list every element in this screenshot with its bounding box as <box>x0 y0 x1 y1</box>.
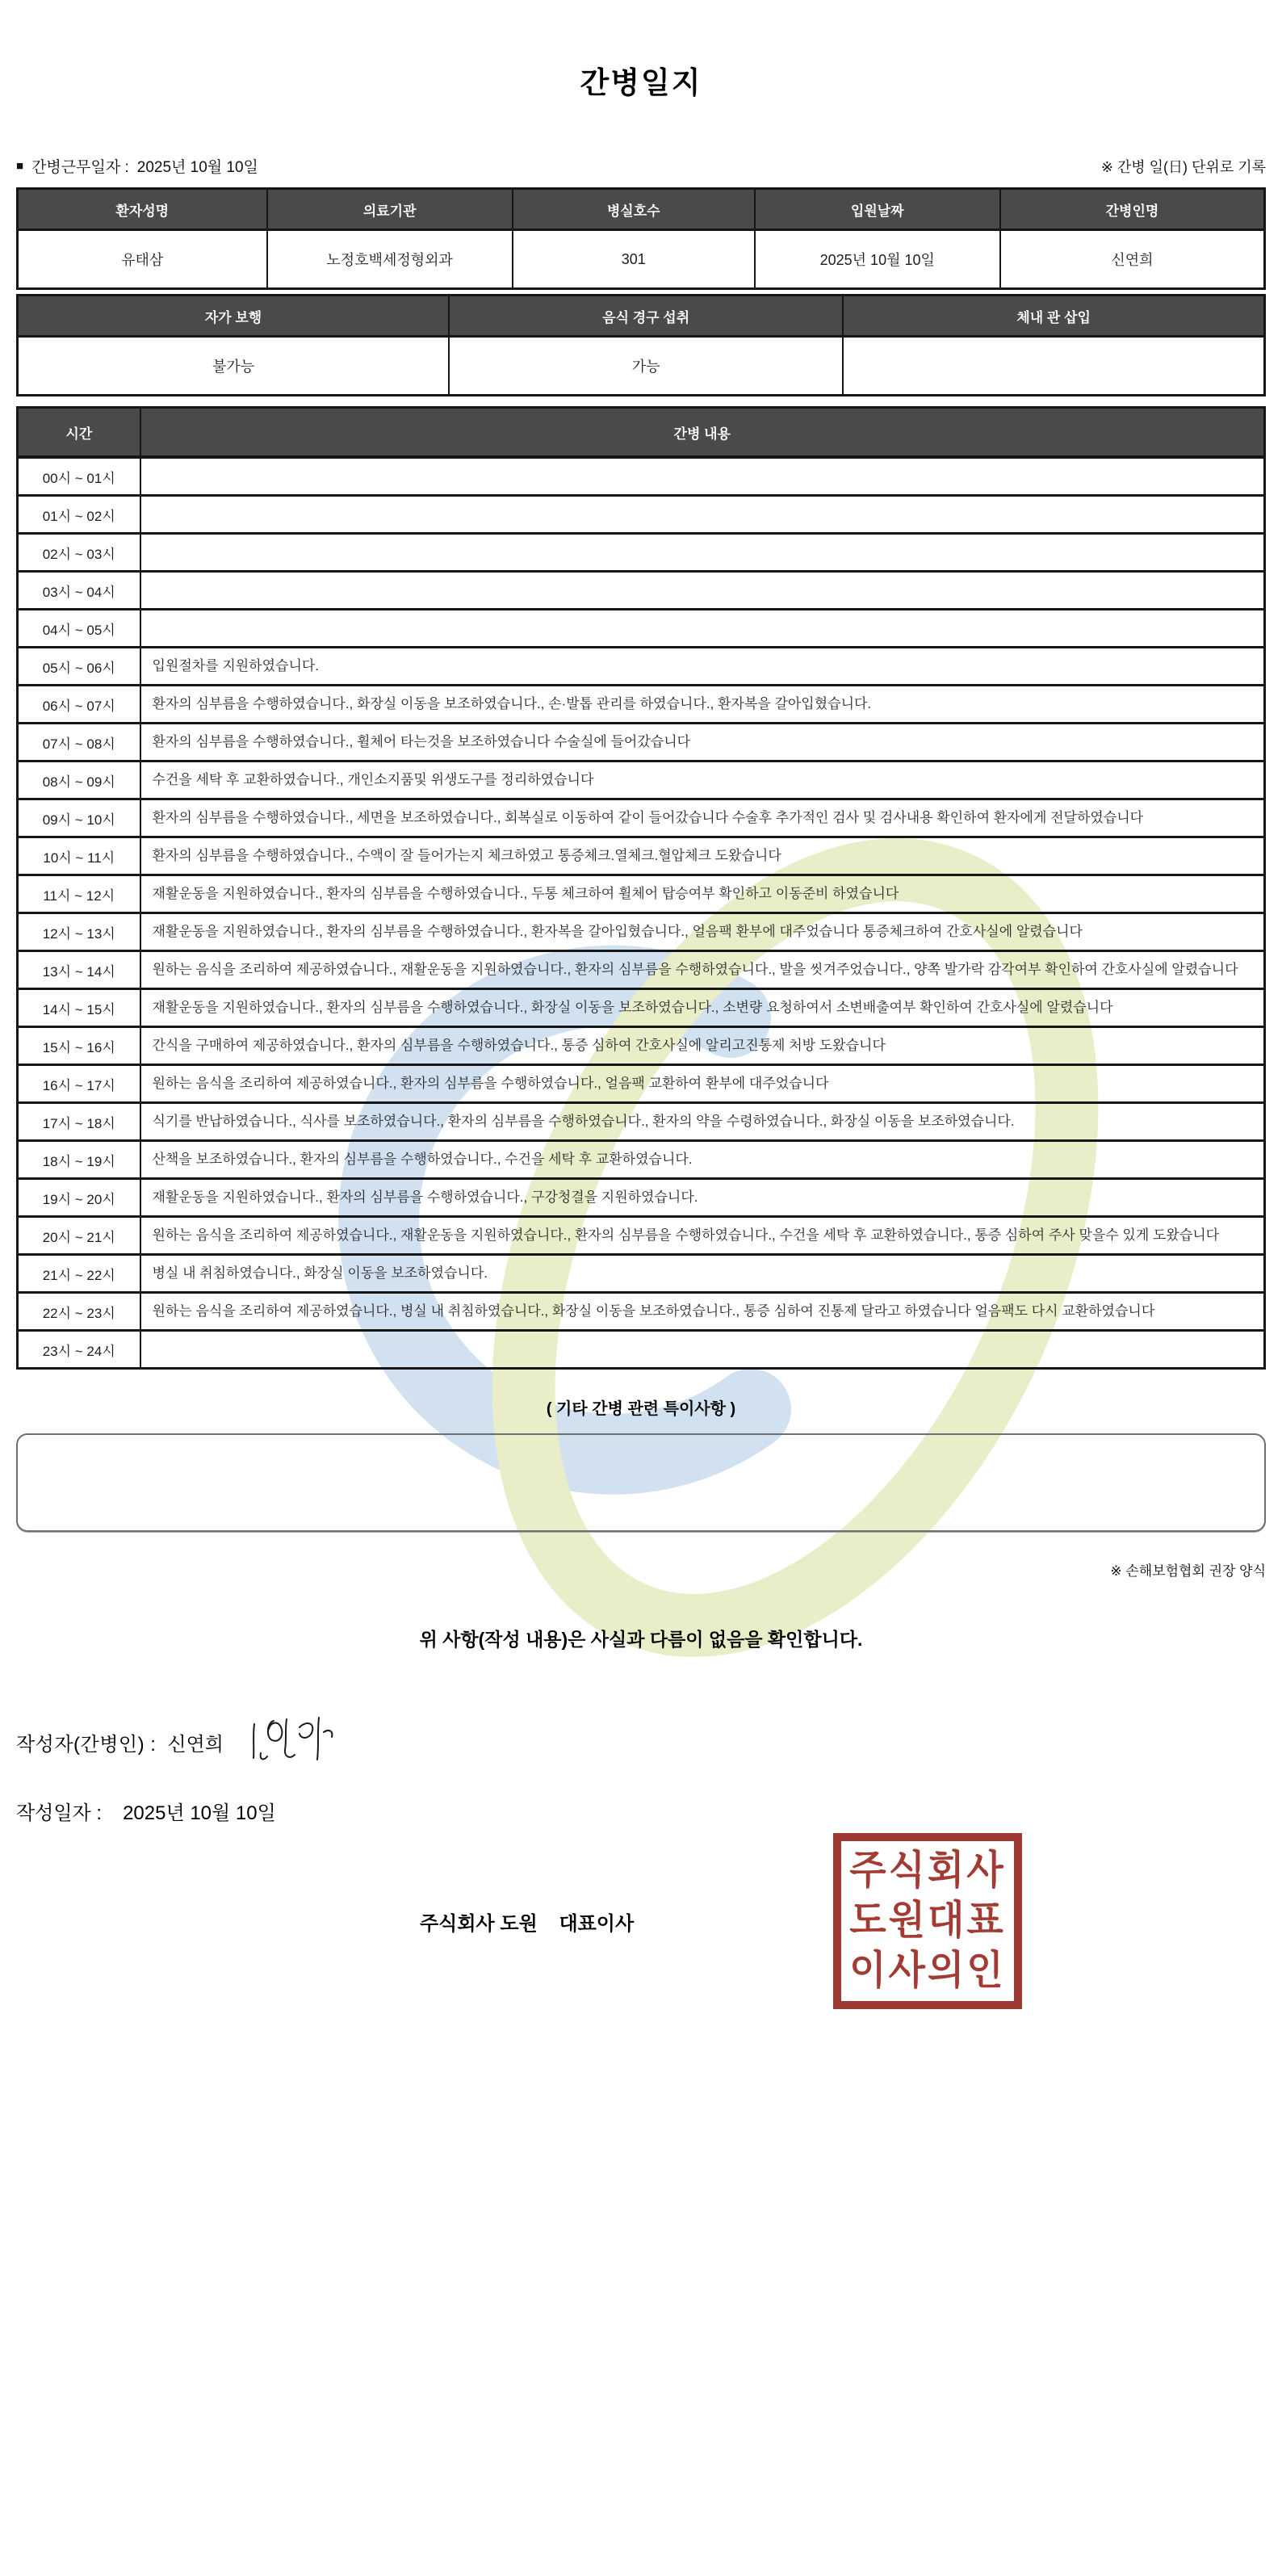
content-cell: 수건을 세탁 후 교환하였습니다., 개인소지품및 위생도구를 정리하였습니다 <box>140 761 1265 799</box>
content-cell: 재활운동을 지원하였습니다., 환자의 심부름을 수행하였습니다., 화장실 이동을 보조하였습니다., 소변량 요청하여서 소변배출여부 확인하여 간호사실에 알렸습니다 <box>140 989 1265 1027</box>
log-row <box>18 1065 1265 1103</box>
header-self-walking: 자가 보행 <box>18 296 450 337</box>
log-row <box>18 951 1265 989</box>
time-cell: 12시 ~ 13시 <box>18 913 140 951</box>
work-date-value: 2025년 10월 10일 <box>136 159 258 176</box>
date-line <box>16 1797 1266 1825</box>
content-cell: 환자의 심부름을 수행하였습니다., 수액이 잘 들어가는지 체크하였고 통증체크.열체크.혈압체크 도왔습니다 <box>140 837 1265 875</box>
content-cell: 환자의 심부름을 수행하였습니다., 휠체어 타는것을 보조하였습니다 수술실에 들어갔습니다 <box>140 724 1265 761</box>
content-cell: 재활운동을 지원하였습니다., 환자의 심부름을 수행하였습니다., 구강청결을 지원하였습니다. <box>140 1179 1265 1217</box>
content-cell <box>140 572 1265 610</box>
log-row <box>18 1293 1265 1331</box>
log-row <box>18 913 1265 951</box>
log-row <box>18 534 1265 572</box>
log-row <box>18 496 1265 534</box>
time-cell: 09시 ~ 10시 <box>18 799 140 837</box>
unit-note: ※ 간병 일(日) 단위로 기록 <box>1100 159 1266 175</box>
stamp-line: 주식회사 <box>849 1848 1006 1894</box>
notes-heading: ( 기타 간병 관련 특이사항 ) <box>546 1400 736 1418</box>
header-internal-tube: 체내 관 삽입 <box>843 296 1264 337</box>
log-row <box>18 799 1265 837</box>
log-row <box>18 837 1265 875</box>
writer-line <box>16 1719 1266 1764</box>
time-cell: 06시 ~ 07시 <box>18 686 140 724</box>
content-cell: 환자의 심부름을 수행하였습니다., 화장실 이동을 보조하였습니다., 손·발톱 관리를 하였습니다., 환자복을 갈아입혔습니다. <box>140 686 1265 724</box>
value-internal-tube <box>843 337 1264 396</box>
content-cell <box>140 1331 1265 1369</box>
time-cell: 11시 ~ 12시 <box>18 875 140 913</box>
content-cell: 원하는 음식을 조리하여 제공하였습니다., 병실 내 취침하였습니다., 화장실 이동을 보조하였습니다., 통증 심하여 진통제 달라고 하였습니다 얼음팩도 다시 교환하였습니다 <box>140 1293 1265 1331</box>
patient-info-header-row <box>18 189 1265 230</box>
log-row <box>18 572 1265 610</box>
header-care-content: 간병 내용 <box>140 408 1265 458</box>
time-cell: 16시 ~ 17시 <box>18 1065 140 1103</box>
time-cell: 14시 ~ 15시 <box>18 989 140 1027</box>
header-time: 시간 <box>18 408 140 458</box>
header-patient-name: 환자성명 <box>18 189 267 230</box>
header-room-number: 병실호수 <box>513 189 755 230</box>
content-cell: 산책을 보조하였습니다., 환자의 심부름을 수행하였습니다., 수건을 세탁 후 교환하였습니다. <box>140 1141 1265 1179</box>
care-log-table <box>16 406 1266 1370</box>
notes-input-box[interactable] <box>16 1433 1266 1532</box>
date-label: 작성일자 : <box>16 1802 103 1824</box>
content-cell: 재활운동을 지원하였습니다., 환자의 심부름을 수행하였습니다., 두통 체크하여 휠체어 탑승여부 확인하고 이동준비 하였습니다 <box>140 875 1265 913</box>
status-header-row <box>18 296 1265 337</box>
form-note: ※ 손해보험협회 권장 양식 <box>1110 1563 1266 1579</box>
log-row <box>18 1255 1265 1293</box>
time-cell: 07시 ~ 08시 <box>18 724 140 761</box>
stamp-line: 이사의인 <box>849 1949 1006 1994</box>
patient-info-value-row <box>18 230 1265 289</box>
patient-status-table <box>16 294 1266 396</box>
date-value: 2025년 10월 10일 <box>123 1802 276 1824</box>
log-row <box>18 686 1265 724</box>
header-admission-date: 입원날짜 <box>755 189 1000 230</box>
time-cell: 17시 ~ 18시 <box>18 1103 140 1141</box>
log-row <box>18 724 1265 761</box>
company-line: 주식회사 도원 대표이사 <box>420 1913 635 1935</box>
log-row <box>18 875 1265 913</box>
time-cell: 10시 ~ 11시 <box>18 837 140 875</box>
value-oral-intake: 가능 <box>449 337 843 396</box>
content-cell: 간식을 구매하여 제공하였습니다., 환자의 심부름을 수행하였습니다., 통증 심하여 간호사실에 알리고진통제 처방 도왔습니다 <box>140 1027 1265 1065</box>
value-self-walking: 불가능 <box>18 337 450 396</box>
log-row <box>18 1179 1265 1217</box>
log-row <box>18 1103 1265 1141</box>
patient-info-table <box>16 187 1266 290</box>
log-header-row <box>18 408 1265 458</box>
time-cell: 05시 ~ 06시 <box>18 648 140 686</box>
content-cell: 병실 내 취침하였습니다., 화장실 이동을 보조하였습니다. <box>140 1255 1265 1293</box>
stamp-line: 도원대표 <box>849 1898 1006 1944</box>
time-cell: 02시 ~ 03시 <box>18 534 140 572</box>
value-caregiver-name: 신연희 <box>1000 230 1265 289</box>
time-cell: 04시 ~ 05시 <box>18 610 140 648</box>
confirmation-statement: 위 사항(작성 내용)은 사실과 다름이 없음을 확인합니다. <box>419 1629 863 1650</box>
value-medical-institution: 노정호백세정형외과 <box>267 230 513 289</box>
content-cell: 입원절차를 지원하였습니다. <box>140 648 1265 686</box>
log-row <box>18 1141 1265 1179</box>
value-room-number: 301 <box>513 230 755 289</box>
time-cell: 20시 ~ 21시 <box>18 1217 140 1255</box>
content-cell <box>140 457 1265 496</box>
value-patient-name: 유태삼 <box>18 230 267 289</box>
value-admission-date: 2025년 10월 10일 <box>755 230 1000 289</box>
time-cell: 08시 ~ 09시 <box>18 761 140 799</box>
handwritten-signature <box>249 1713 338 1764</box>
time-cell: 03시 ~ 04시 <box>18 572 140 610</box>
content-cell: 식기를 반납하였습니다., 식사를 보조하였습니다., 환자의 심부름을 수행하였습니다., 환자의 약을 수령하였습니다., 화장실 이동을 보조하였습니다. <box>140 1103 1265 1141</box>
header-caregiver-name: 간병인명 <box>1000 189 1265 230</box>
content-cell <box>140 610 1265 648</box>
content-cell: 원하는 음식을 조리하여 제공하였습니다., 재활운동을 지원하였습니다., 환자의 심부름을 수행하였습니다., 발을 씻겨주었습니다., 양쪽 발가락 감각여부 확인하여 간호사실에 알렸습니다 <box>140 951 1265 989</box>
meta-row <box>16 155 1266 177</box>
content-cell: 원하는 음식을 조리하여 제공하였습니다., 재활운동을 지원하였습니다., 환자의 심부름을 수행하였습니다., 수건을 세탁 후 교환하였습니다., 통증 심하여 주사 맞을수 있게 도왔습니다 <box>140 1217 1265 1255</box>
content-cell: 원하는 음식을 조리하여 제공하였습니다., 환자의 심부름을 수행하였습니다., 얼음팩 교환하여 환부에 대주었습니다 <box>140 1065 1265 1103</box>
content-cell: 환자의 심부름을 수행하였습니다., 세면을 보조하였습니다., 회복실로 이동하여 같이 들어갔습니다 수술후 추가적인 검사 및 검사내용 확인하여 환자에게 전달하였습니다 <box>140 799 1265 837</box>
corporate-seal-stamp <box>833 1833 1022 2009</box>
log-row <box>18 610 1265 648</box>
square-bullet-icon: ■ <box>16 159 24 173</box>
log-row <box>18 989 1265 1027</box>
writer-label: 작성자(간병인) : <box>16 1733 157 1756</box>
work-date-label: 간병근무일자 : <box>31 159 129 176</box>
seal-area <box>16 1833 1266 2075</box>
log-row <box>18 1027 1265 1065</box>
log-row <box>18 1331 1265 1369</box>
header-oral-intake: 음식 경구 섭취 <box>449 296 843 337</box>
time-cell: 00시 ~ 01시 <box>18 457 140 496</box>
time-cell: 18시 ~ 19시 <box>18 1141 140 1179</box>
writer-name: 신연희 <box>167 1733 224 1756</box>
content-cell <box>140 496 1265 534</box>
header-medical-institution: 의료기관 <box>267 189 513 230</box>
page-title: 간병일지 <box>580 66 702 99</box>
log-row <box>18 1217 1265 1255</box>
log-row <box>18 648 1265 686</box>
time-cell: 13시 ~ 14시 <box>18 951 140 989</box>
log-row <box>18 457 1265 496</box>
time-cell: 23시 ~ 24시 <box>18 1331 140 1369</box>
content-cell: 재활운동을 지원하였습니다., 환자의 심부름을 수행하였습니다., 환자복을 갈아입혔습니다., 얼음팩 환부에 대주었습니다 통증체크하여 간호사실에 알렸습니다 <box>140 913 1265 951</box>
time-cell: 15시 ~ 16시 <box>18 1027 140 1065</box>
time-cell: 21시 ~ 22시 <box>18 1255 140 1293</box>
log-row <box>18 761 1265 799</box>
time-cell: 01시 ~ 02시 <box>18 496 140 534</box>
time-cell: 22시 ~ 23시 <box>18 1293 140 1331</box>
status-value-row <box>18 337 1265 396</box>
time-cell: 19시 ~ 20시 <box>18 1179 140 1217</box>
content-cell <box>140 534 1265 572</box>
